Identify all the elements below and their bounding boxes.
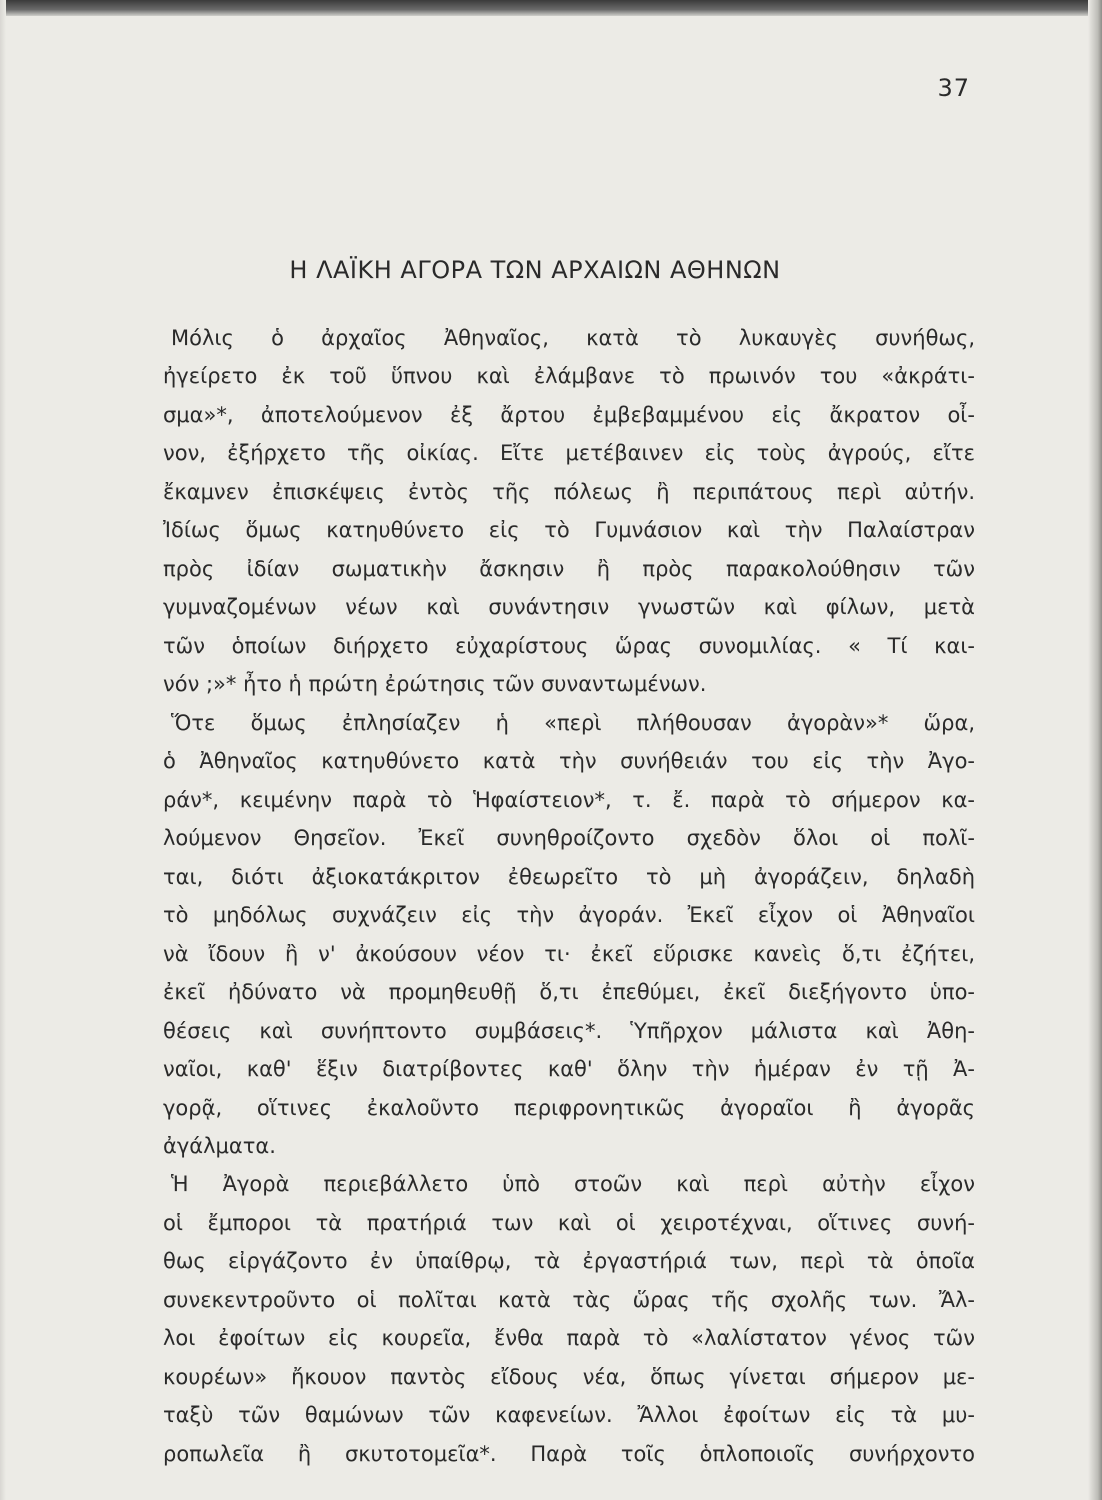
- text-line: Ἰδίως ὅμως κατηυθύνετο εἰς τὸ Γυμνάσιον καὶ τὴν Παλαίστραν: [163, 518, 975, 542]
- text-line: Μόλις ὁ ἀρχαῖος Ἀθηναῖος, κατὰ τὸ λυκαυγὲς συνήθως,: [171, 326, 975, 350]
- text-line: θέσεις καὶ συνήπτοντο συμβάσεις*. Ὑπῆρχον μάλιστα καὶ Ἀθη-: [163, 1019, 975, 1043]
- text-line: οἱ ἔμποροι τὰ πρατήριά των καὶ οἱ χειροτέχναι, οἵτινες συνή-: [163, 1211, 975, 1235]
- chapter-title: Η ΛΑΪΚΗ ΑΓΟΡΑ ΤΩΝ ΑΡΧΑΙΩΝ ΑΘΗΝΩΝ: [289, 256, 781, 284]
- text-line: ται, διότι ἀξιοκατάκριτον ἐθεωρεῖτο τὸ μὴ ἀγοράζειν, δηλαδὴ: [163, 865, 975, 889]
- text-line: ἠγείρετο ἐκ τοῦ ὕπνου καὶ ἐλάμβανε τὸ πρωινόν του «ἀκράτι-: [163, 364, 975, 388]
- text-line: ράν*, κειμένην παρὰ τὸ Ἡφαίστειον*, τ. ἔ. παρὰ τὸ σήμερον κα-: [163, 788, 975, 812]
- text-line: νόν ;»* ἦτο ἡ πρώτη ἐρώτησις τῶν συναντωμένων.: [163, 672, 707, 696]
- text-line: ναῖοι, καθ' ἕξιν διατρίβοντες καθ' ὅλην τὴν ἡμέραν ἐν τῇ Ἀ-: [163, 1057, 975, 1081]
- text-line: πρὸς ἰδίαν σωματικὴν ἄσκησιν ἢ πρὸς παρακολούθησιν τῶν: [163, 557, 975, 581]
- scan-left-edge: [0, 0, 6, 1500]
- page-number: 37: [937, 74, 970, 102]
- text-line: ὁ Ἀθηναῖος κατηυθύνετο κατὰ τὴν συνήθειάν του εἰς τὴν Ἀγο-: [163, 749, 975, 773]
- text-line: λούμενον Θησεῖον. Ἐκεῖ συνηθροίζοντο σχεδὸν ὅλοι οἱ πολῖ-: [163, 826, 975, 850]
- text-line: ἐκεῖ ἠδύνατο νὰ προμηθευθῇ ὅ,τι ἐπεθύμει, ἐκεῖ διεξήγοντο ὑπο-: [163, 980, 975, 1004]
- text-line: ἀγάλματα.: [163, 1134, 276, 1158]
- text-line: γυμναζομένων νέων καὶ συνάντησιν γνωστῶν καὶ φίλων, μετὰ: [163, 595, 975, 619]
- text-line: λοι ἐφοίτων εἰς κουρεῖα, ἔνθα παρὰ τὸ «λαλίστατον γένος τῶν: [163, 1326, 975, 1350]
- text-line: κουρέων» ἤκουον παντὸς εἴδους νέα, ὅπως γίνεται σήμερον με-: [163, 1365, 975, 1389]
- text-line: γορᾷ, οἵτινες ἐκαλοῦντο περιφρονητικῶς ἀγοραῖοι ἢ ἀγορᾶς: [163, 1096, 975, 1120]
- text-line: τὸ μηδόλως συχνάζειν εἰς τὴν ἀγοράν. Ἐκεῖ εἶχον οἱ Ἀθηναῖοι: [163, 903, 975, 927]
- scan-right-edge: [1088, 0, 1102, 1500]
- text-line: νὰ ἴδουν ἢ ν' ἀκούσουν νέον τι· ἐκεῖ εὕρισκε κανεὶς ὅ,τι ἐζήτει,: [163, 942, 975, 966]
- text-line: νον, ἐξήρχετο τῆς οἰκίας. Εἴτε μετέβαινεν εἰς τοὺς ἀγρούς, εἴτε: [163, 441, 975, 465]
- text-line: συνεκεντροῦντο οἱ πολῖται κατὰ τὰς ὥρας τῆς σχολῆς των. Ἄλ-: [163, 1288, 975, 1312]
- scan-top-edge: [0, 0, 1102, 16]
- text-line: θως εἰργάζοντο ἐν ὑπαίθρῳ, τὰ ἐργαστήριά των, περὶ τὰ ὁποῖα: [163, 1249, 975, 1273]
- text-line: Ἡ Ἀγορὰ περιεβάλλετο ὑπὸ στοῶν καὶ περὶ αὐτὴν εἶχον: [171, 1172, 975, 1196]
- text-line: τῶν ὁποίων διήρχετο εὐχαρίστους ὥρας συνομιλίας. « Τί και-: [163, 634, 975, 658]
- text-line: ροπωλεῖα ἢ σκυτοτομεῖα*. Παρὰ τοῖς ὁπλοποιοῖς συνήρχοντο: [163, 1442, 975, 1466]
- text-line: ἔκαμνεν ἐπισκέψεις ἐντὸς τῆς πόλεως ἢ περιπάτους περὶ αὐτήν.: [163, 480, 975, 504]
- text-line: σμα»*, ἀποτελούμενον ἐξ ἄρτου ἐμβεβαμμένου εἰς ἄκρατον οἶ-: [163, 403, 975, 427]
- text-line: Ὅτε ὅμως ἐπλησίαζεν ἡ «περὶ πλήθουσαν ἀγορὰν»* ὥρα,: [171, 711, 975, 735]
- text-line: ταξὺ τῶν θαμώνων τῶν καφενείων. Ἄλλοι ἐφοίτων εἰς τὰ μυ-: [163, 1403, 975, 1427]
